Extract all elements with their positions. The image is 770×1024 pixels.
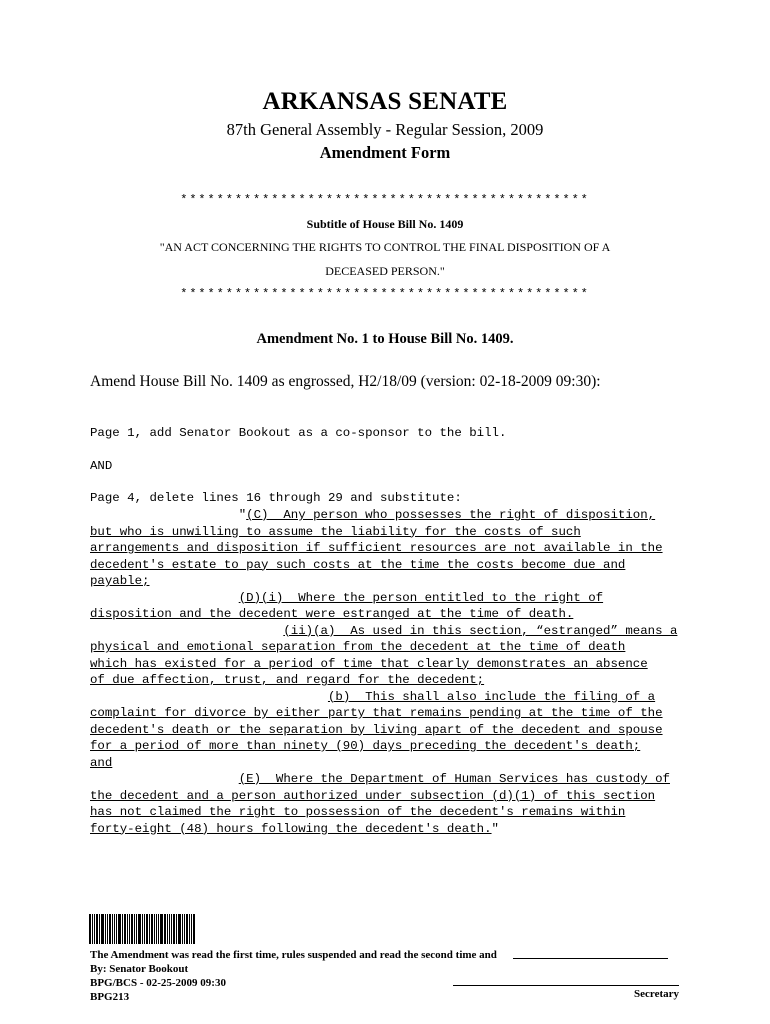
substitute-line-prefix: [90, 772, 239, 786]
bill-subtitle-heading: Subtitle of House Bill No. 1409: [306, 217, 464, 231]
barcode-bar: [127, 914, 128, 944]
instruction-cosponsor: Page 1, add Senator Bookout as a co-sponsor to the bill.: [90, 426, 507, 440]
substitute-line: [90, 639, 625, 656]
substitute-line-text: physical and emotional separation from the decedent at the time of death: [90, 640, 626, 654]
substitute-line: [90, 557, 625, 574]
substitute-line: [90, 804, 625, 821]
barcode-bar: [114, 914, 115, 944]
barcode-bar: [122, 914, 123, 944]
barcode-bar: [156, 914, 157, 944]
barcode-bar: [96, 914, 98, 944]
barcode-bar: [142, 914, 143, 944]
barcode-bar: [94, 914, 95, 944]
substitute-line-text: decedent's death or the separation by living apart of the decedent and spouse: [90, 722, 663, 737]
substitute-line-text: disposition and the decedent were estranged at the time of death.: [90, 607, 574, 621]
substitute-line-text: (C) Any person who possesses the right of disposition,: [246, 508, 656, 522]
substitute-line-text: for a period of more than ninety (90) days preceding the decedent's death;: [90, 739, 641, 753]
substitute-line: [90, 590, 603, 607]
read-statement: The Amendment was read the first time, rules suspended and read the second time and: [90, 949, 497, 961]
barcode-bar: [105, 914, 106, 944]
barcode-bar: [134, 914, 135, 944]
barcode-bar: [99, 914, 100, 944]
substitute-line-prefix: [90, 690, 328, 704]
barcode-bar: [149, 914, 150, 944]
barcode-bar: [116, 914, 117, 944]
barcode-bar: [154, 914, 155, 944]
substitute-line: [90, 705, 663, 722]
barcode-bar: [89, 914, 91, 944]
barcode-bar: [151, 914, 153, 944]
substitute-line: [90, 656, 648, 673]
barcode-bar: [167, 914, 168, 944]
amendment-intro: Amend House Bill No. 1409 as engrossed, H2/18/09 (version: 02-18-2009 09:30):: [90, 373, 601, 390]
barcode-bar: [173, 914, 175, 944]
substitute-line-prefix: [90, 591, 239, 605]
substitute-line-text: (b) This shall also include the filing of a: [327, 689, 656, 704]
barcode-bar: [182, 914, 183, 944]
sponsor-line: By: Senator Bookout: [90, 963, 189, 975]
barcode-bar: [186, 914, 188, 944]
barcode-bar: [169, 914, 170, 944]
barcode-bar: [107, 914, 108, 944]
barcode-bar: [124, 914, 126, 944]
substitute-line-text: has not claimed the right to possession of the decedent's remains within: [90, 805, 626, 819]
substitute-line-text: (D)(i) Where the person entitled to the right of: [238, 590, 604, 605]
barcode-bar: [178, 914, 181, 944]
substitute-line: [90, 672, 484, 689]
substitute-line: [90, 540, 663, 557]
barcode: [89, 914, 199, 944]
substitute-line: [90, 821, 499, 838]
barcode-bar: [138, 914, 141, 944]
barcode-bar: [109, 914, 111, 944]
substitute-line-text: decedent's estate to pay such costs at the time the costs become due and: [90, 557, 626, 572]
substitute-line: [90, 524, 581, 541]
barcode-bar: [164, 914, 166, 944]
barcode-bar: [144, 914, 145, 944]
substitute-line-text: forty-eight (48) hours following the decedent's death.: [90, 821, 492, 836]
substitute-line: [90, 623, 677, 640]
substitute-line: [90, 788, 655, 805]
conjunction-and: AND: [90, 459, 113, 473]
barcode-bar: [101, 914, 104, 944]
separator-bottom: *********************************************: [180, 287, 590, 301]
substitute-line: [90, 722, 663, 739]
substitute-line: [90, 606, 573, 623]
secretary-label: Secretary: [634, 988, 679, 1000]
substitute-line-text: which has existed for a period of time that clearly demonstrates an absence: [90, 656, 648, 671]
barcode-bar: [189, 914, 190, 944]
drafter-code-line: BPG/BCS - 02-25-2009 09:30: [90, 977, 226, 989]
session-subtitle: 87th General Assembly - Regular Session, 2009: [226, 120, 544, 139]
substitute-line-text: payable;: [90, 574, 150, 588]
barcode-bar: [129, 914, 130, 944]
substitute-line-text: (E) Where the Department of Human Services has custody of: [238, 772, 670, 786]
substitute-line-text: the decedent and a person authorized under subsection (d)(1) of this section: [90, 788, 656, 803]
signature-line-action: [513, 958, 668, 959]
barcode-bar: [184, 914, 185, 944]
barcode-bar: [171, 914, 172, 944]
act-title-line-2: DECEASED PERSON.": [325, 264, 445, 278]
barcode-bar: [131, 914, 133, 944]
barcode-bar: [176, 914, 177, 944]
amendment-number-heading: Amendment No. 1 to House Bill No. 1409.: [256, 331, 514, 347]
substitute-line: [90, 689, 655, 706]
barcode-bar: [146, 914, 148, 944]
barcode-bar: [158, 914, 159, 944]
substitute-line-text: of due affection, trust, and regard for the decedent;: [90, 673, 485, 687]
separator-top: *********************************************: [180, 193, 590, 207]
instruction-delete-substitute: Page 4, delete lines 16 through 29 and substitute:: [90, 491, 462, 505]
substitute-line: [90, 573, 150, 590]
form-name: Amendment Form: [319, 143, 451, 162]
substitute-line: [90, 771, 670, 788]
substitute-line-prefix: [90, 624, 283, 638]
barcode-bar: [193, 914, 195, 944]
substitute-line-suffix: ": [491, 821, 499, 836]
document-title: ARKANSAS SENATE: [262, 88, 508, 115]
substitute-line: [90, 738, 640, 755]
substitute-line: [90, 507, 655, 524]
substitute-line: [90, 755, 112, 772]
substitute-line-text: but who is unwilling to assume the liability for the costs of such: [90, 524, 581, 539]
barcode-bar: [92, 914, 93, 944]
barcode-bar: [160, 914, 163, 944]
substitute-line-text: (ii)(a) As used in this section, “estranged” means a: [283, 623, 678, 638]
substitute-line-prefix: ": [90, 508, 247, 522]
act-title-line-1: "AN ACT CONCERNING THE RIGHTS TO CONTROL THE FINAL DISPOSITION OF A: [159, 240, 611, 254]
signature-line-secretary: [453, 985, 679, 986]
barcode-bar: [118, 914, 121, 944]
barcode-bar: [191, 914, 192, 944]
barcode-bar: [136, 914, 137, 944]
substitute-line-text: and: [90, 755, 113, 770]
barcode-bar: [112, 914, 113, 944]
substitute-line-text: complaint for divorce by either party that remains pending at the time of the: [90, 706, 663, 720]
substitute-line-text: arrangements and disposition if sufficient resources are not available in the: [90, 541, 663, 555]
document-id: BPG213: [90, 991, 130, 1003]
